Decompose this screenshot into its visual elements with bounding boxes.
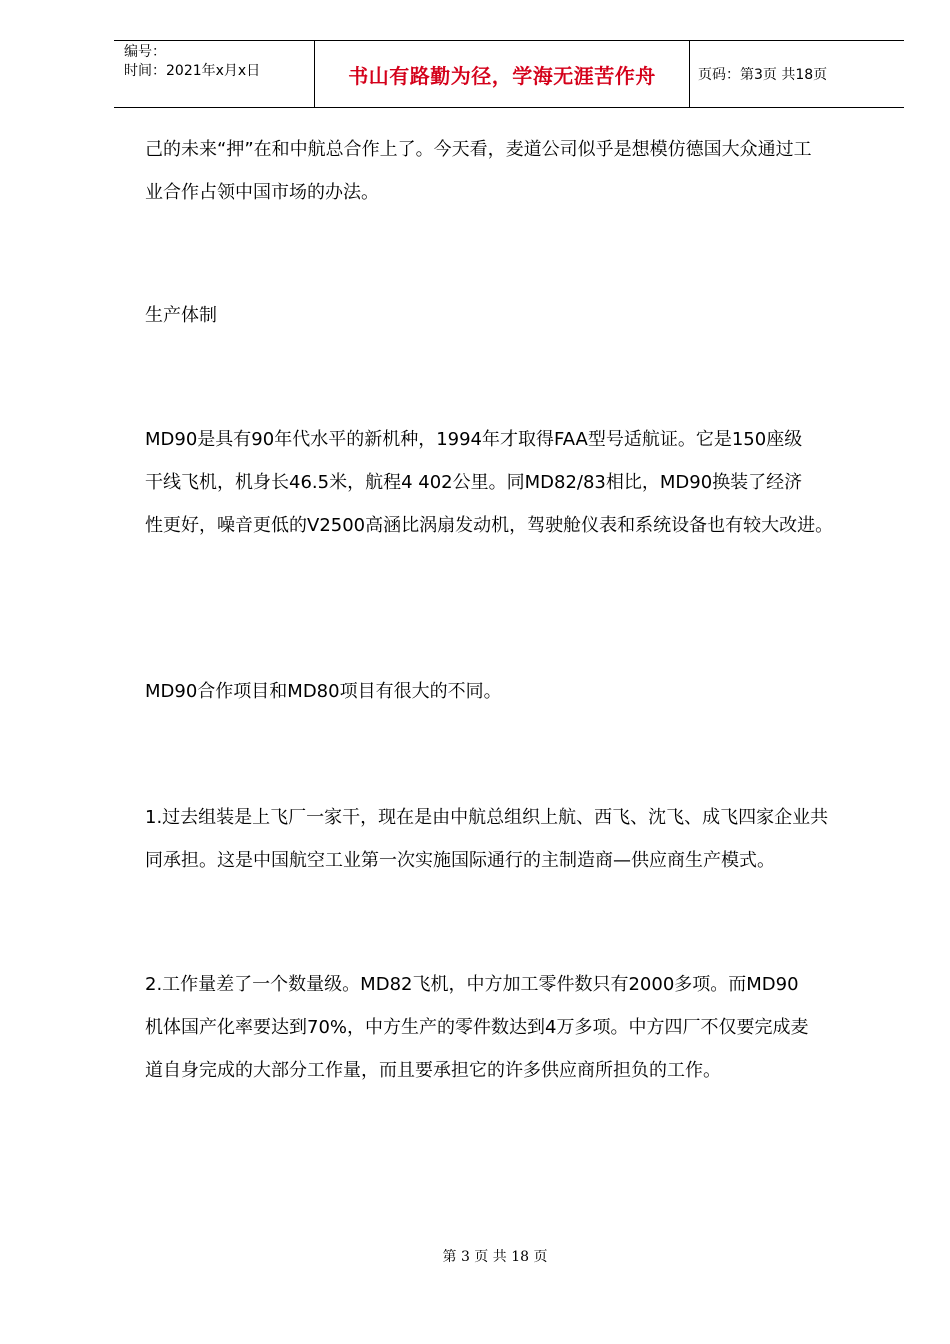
paragraph-line: 同承担。这是中国航空工业第一次实施国际通行的主制造商—供应商生产模式。 (145, 850, 775, 871)
header-motto: 书山有路勤为径，学海无涯苦作舟 (315, 41, 690, 107)
paragraph-line: 道自身完成的大部分工作量，而且要承担它的许多供应商所担负的工作。 (145, 1060, 721, 1081)
header-meta (114, 41, 315, 107)
document-date-label: 时间：2021年x月x日 (124, 63, 261, 79)
paragraph-line: 干线飞机，机身长46.5米，航程4 402公里。同MD82/83相比，MD90换装了经济 (145, 472, 803, 493)
paragraph-line: MD90是具有90年代水平的新机种，1994年才取得FAA型号适航证。它是150座级 (145, 429, 803, 450)
paragraph-line: MD90合作项目和MD80项目有很大的不同。 (145, 681, 502, 702)
paragraph-line: 性更好，噪音更低的V2500高涵比涡扇发动机，驾驶舱仪表和系统设备也有较大改进。 (145, 515, 834, 536)
paragraph-line: 2.工作量差了一个数量级。MD82飞机，中方加工零件数只有2000多项。而MD90 (145, 974, 799, 995)
document-number-label: 编号： (124, 44, 166, 60)
paragraph-line: 1.过去组装是上飞厂一家干，现在是由中航总组织上航、西飞、沈飞、成飞四家企业共 (145, 807, 829, 828)
paragraph-line: 业合作占领中国市场的办法。 (145, 182, 379, 203)
paragraph-line: 己的未来“押”在和中航总合作上了。今天看，麦道公司似乎是想模仿德国大众通过工 (145, 139, 812, 160)
page-header (114, 40, 904, 108)
paragraph-line: 机体国产化率要达到70%，中方生产的零件数达到4万多项。中方四厂不仅要完成麦 (145, 1017, 809, 1038)
page-footer: 第 3 页 共 18 页 (442, 1249, 548, 1265)
section-heading: 生产体制 (145, 305, 217, 326)
header-page-info: 页码：第3页 共18页 (698, 67, 828, 83)
